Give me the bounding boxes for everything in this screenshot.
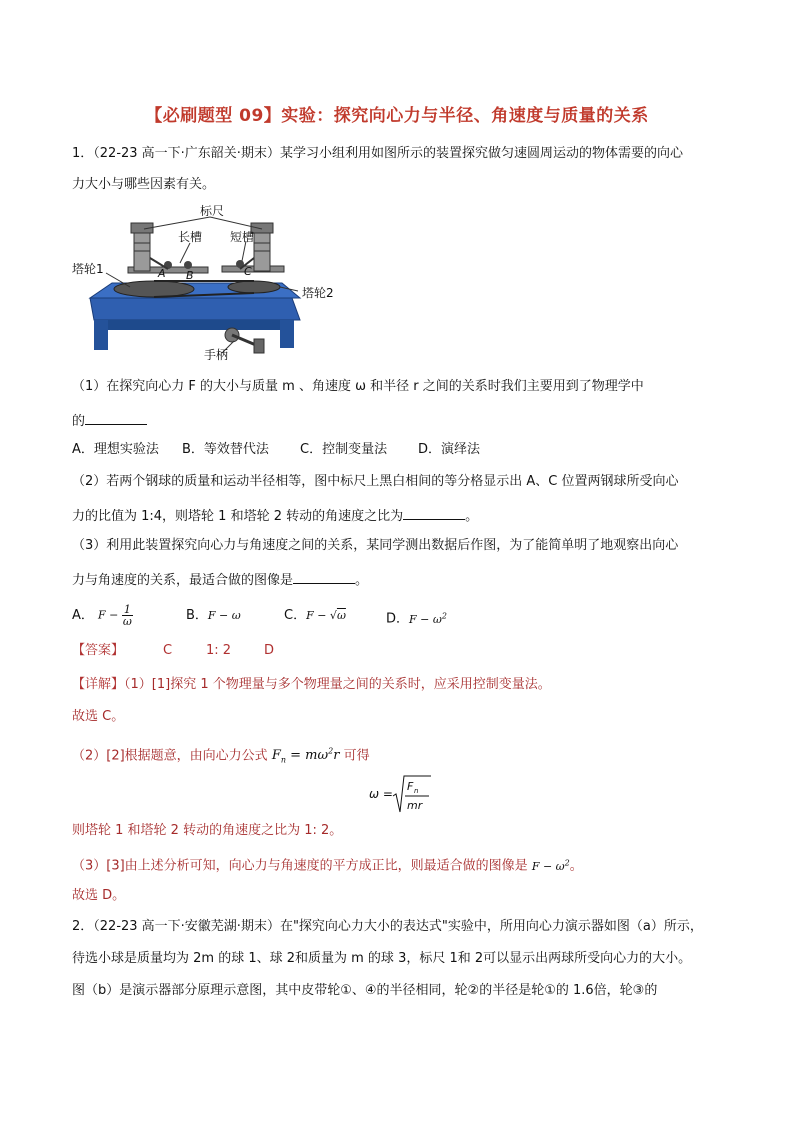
detail-part2: [72, 743, 370, 770]
q2-line3: 图（b）是演示器部分原理示意图，其中皮带轮①、④的半径相同，轮②的半径是轮①的 1.6倍，轮③的: [72, 983, 658, 998]
option-d-formula: $F - \omega^2$: [409, 611, 447, 626]
q1-part3-line2: [72, 569, 368, 590]
q1-part3-text: 力与角速度的关系，最适合做的图像是: [72, 573, 294, 588]
q1-part3-option-a: [72, 604, 133, 627]
option-a-label: A．: [72, 608, 94, 623]
q1-part2-line2: [72, 505, 478, 526]
q2-line1: 2．（22-23 高一下·安徽芜湖·期末）在"探究向心力大小的表达式"实验中，所用向心力演示器如图（a）所示，: [72, 919, 703, 934]
answer-1: C: [163, 643, 173, 658]
q1-stem-line2: 力大小与哪些因素有关。: [72, 177, 216, 192]
q1-part1-option-b: B．等效替代法: [182, 442, 269, 457]
answer-label: 【答案】: [72, 643, 125, 658]
option-b-label: B．: [186, 608, 208, 623]
option-d-label: D．: [386, 611, 410, 627]
label-long-groove: 长槽: [178, 230, 203, 244]
detail-part2-tail: 可得: [343, 748, 370, 764]
q1-part3-option-c: [284, 607, 346, 625]
svg-text:n: n: [414, 787, 419, 795]
q1-part2-text: 力的比值为 1:4，则塔轮 1 和塔轮 2 转动的角速度之比为: [72, 509, 404, 524]
answer-blank: [293, 569, 355, 584]
option-a-formula: F − $\frac{1}{\omega}$: [98, 603, 132, 628]
detail-part1: [72, 676, 551, 694]
q1-part1-line1: （1）在探究向心力 F 的大小与质量 m 、角速度 ω 和半径 r 之间的关系时我们主要用到了物理学中: [72, 379, 644, 394]
q1-part1-option-d: D．演绎法: [418, 442, 481, 457]
answer-3: D: [264, 643, 275, 658]
q1-part1-option-a: A．理想实验法: [72, 442, 159, 457]
label-c: C: [244, 265, 252, 278]
q1-part2-line1: （2）若两个钢球的质量和运动半径相等，图中标尺上黑白相间的等分格显示出 A、C 位置两钢球所受向心: [72, 474, 679, 489]
q1-part1-line2: [72, 410, 147, 431]
page-title: 【必刷题型 09】实验：探究向心力与半径、角速度与质量的关系: [145, 106, 649, 126]
detail-choose-c: 故选 C。: [72, 709, 125, 724]
answer-blank: [403, 505, 465, 520]
label-handle: 手柄: [204, 348, 229, 362]
option-c-formula: F − √ω: [306, 609, 346, 622]
detail-choose-d: 故选 D。: [72, 888, 126, 903]
detail-part3: [72, 854, 583, 876]
detail-part1-text: （1）[1]探究 1 个物理量与多个物理量之间的关系时，应采用控制变量法。: [124, 677, 551, 692]
svg-text:ω =: ω =: [369, 787, 393, 801]
label-tower-wheel-2: 塔轮2: [302, 286, 334, 300]
centripetal-formula: $F_n = m\omega^2r$: [271, 747, 340, 765]
centripetal-force-apparatus-figure: [72, 203, 362, 363]
detail-label: 【详解】: [72, 677, 125, 692]
q1-part1-option-c: C．控制变量法: [300, 442, 388, 457]
q2-line2: 待选小球是质量均为 2m 的球 1、球 2和质量为 m 的球 3，标尺 1和 2可以显示出两球所受向心力的大小。: [72, 951, 692, 966]
answer-blank: [85, 410, 147, 425]
q1-part3-end: 。: [355, 573, 369, 588]
option-c-label: C．: [284, 608, 307, 623]
detail-part3-end: 。: [569, 858, 583, 874]
detail-part2-text: （2）[2]根据题意，由向心力公式: [72, 748, 268, 764]
label-b: B: [186, 269, 194, 282]
label-tower-wheel-1: 塔轮1: [72, 262, 104, 276]
q1-part1-prefix: 的: [72, 414, 86, 429]
q1-part3-option-d: [386, 607, 447, 629]
label-short-groove: 短槽: [230, 230, 255, 244]
svg-text:mr: mr: [407, 799, 423, 812]
q1-part3-option-b: [186, 607, 241, 625]
q1-part3-line1: （3）利用此装置探究向心力与角速度之间的关系，某同学测出数据后作图，为了能简单明了地观察出向心: [72, 538, 679, 553]
q1-stem-line1: 1．（22-23 高一下·广东韶关·期末）某学习小组利用如图所示的装置探究做匀速圆周运动的物体需要的向心: [72, 146, 683, 161]
option-b-formula: F − ω: [207, 609, 241, 622]
omega-formula: [367, 772, 437, 816]
detail-part3-text: （3）[3]由上述分析可知，向心力与角速度的平方成正比，则最适合做的图像是: [72, 858, 528, 874]
answer-2: 1: 2: [206, 643, 232, 658]
q1-part2-end: 。: [465, 509, 479, 524]
svg-text:F: F: [407, 780, 414, 793]
label-ruler: 标尺: [200, 204, 225, 218]
detail-part2-result: 则塔轮 1 和塔轮 2 转动的角速度之比为 1: 2。: [72, 823, 343, 838]
detail-part3-formula: $F - \omega^2$: [531, 858, 570, 873]
label-a: A: [158, 267, 166, 280]
